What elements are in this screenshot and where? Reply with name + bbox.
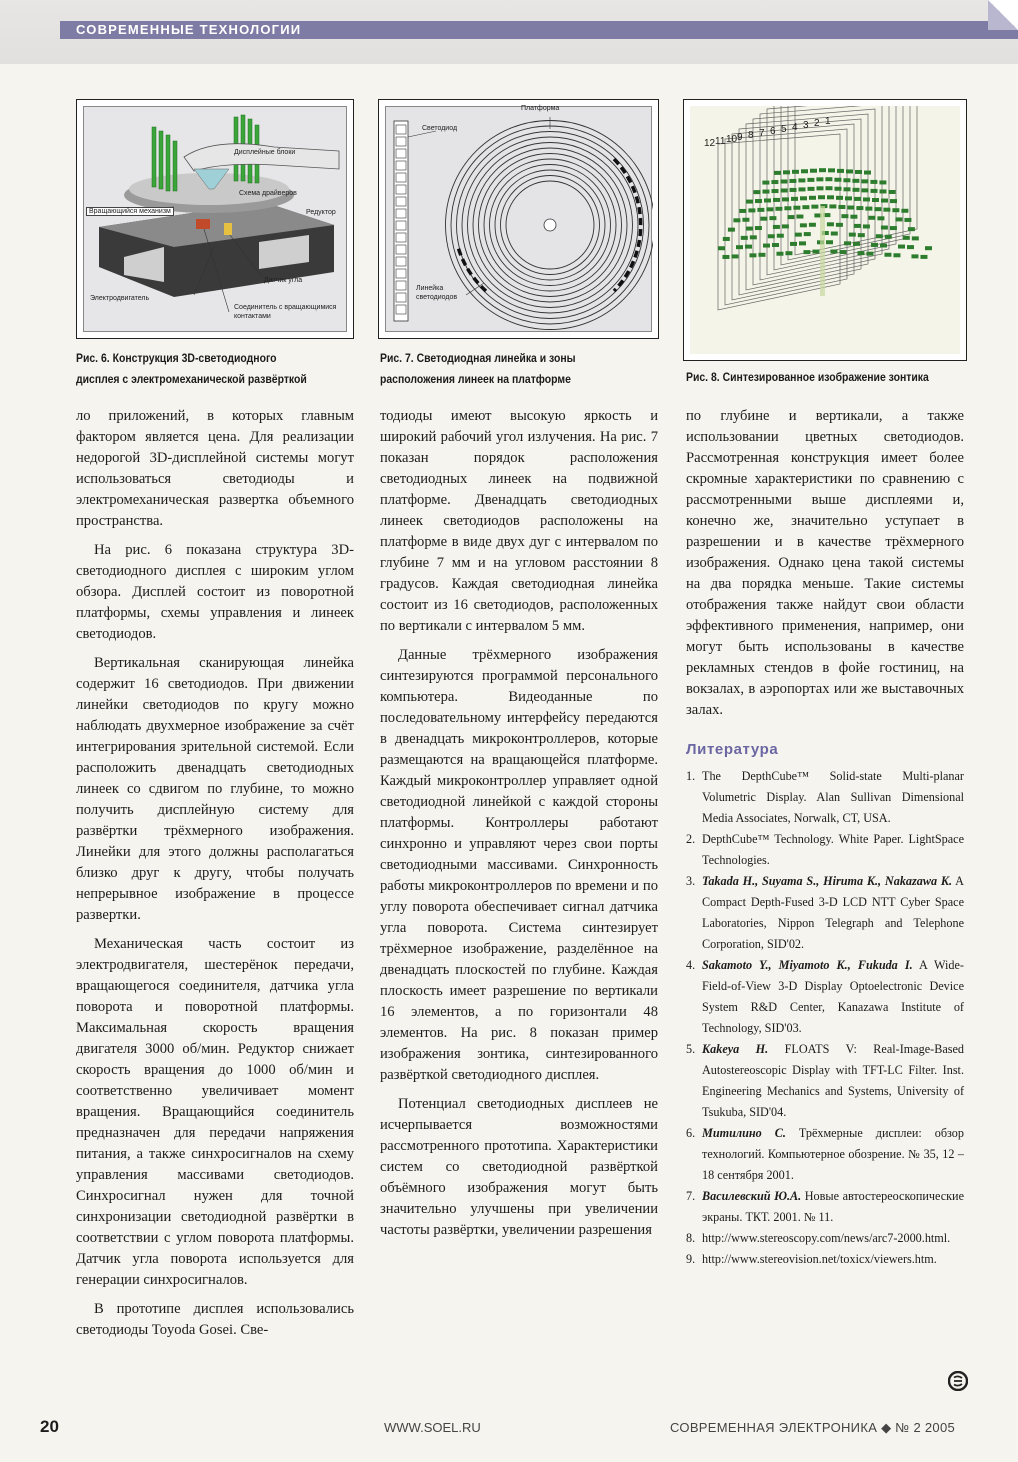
led-cell (396, 161, 406, 170)
reference-authors: Митилино С. (702, 1126, 786, 1140)
umbrella-led-dot (852, 179, 859, 183)
col1-paragraph-4: Механическая часть состоит из электродвигателя, шестерёнок передачи, вращающегося соединителя, датчика угла поворота и поворотной платформы. Максимальная скорость вращения двигателя 3000 об/мин. Редуктор снижает скорость вращения до 1000 об/мин и соответственно увеличивает момент вращения. Вращающийся соединитель предназначен для передачи напряжения питания, а также синхросигналов на схему управления массивами светодиодов. Синхросигнал нужен для точной синхронизации светодиодной развёртки в соответствии с углом поворота платформы. Датчик угла поворота используется для генерации синхросигналов. (76, 936, 354, 1288)
umbrella-led-dot (801, 169, 808, 173)
umbrella-led-dot (757, 208, 764, 212)
umbrella-led-dot (874, 207, 881, 211)
label-led-line-1: Линейка (416, 285, 444, 292)
umbrella-led-dot (854, 197, 861, 201)
page-number: 20 (40, 1417, 59, 1436)
reference-item (686, 1039, 964, 1123)
umbrella-led-dot (825, 177, 832, 181)
led-cell (396, 305, 406, 314)
label-reducer: Редуктор (306, 209, 336, 216)
umbrella-led-dot (838, 205, 845, 209)
plane-number: 3 (803, 120, 809, 131)
umbrella-led-dot (760, 217, 767, 221)
reference-item (686, 1249, 964, 1270)
umbrella-led-dot (855, 170, 862, 174)
col2-paragraph-1: тодиоды имеют высокую яркость и широкий рабочий угол излучения. На рис. 7 показан порядок расположения светодиодных линеек на подвижной платформе. Двенадцать светодиодных линеек светодиодов расположены на платформе в виде двух дуг с интервалом по глубине 7 мм и на угловом расстоянии 8 градусов. Каждая светодиодная линейка состоит из 16 светодиодов, расположенных по вертикали с интервалом 5 мм. (380, 408, 658, 634)
reference-number: 4. (686, 958, 696, 972)
section-band (60, 21, 1018, 39)
plane-number: 12 (704, 138, 716, 149)
umbrella-led-dot (754, 190, 761, 194)
label-led: Светодиод (422, 125, 458, 132)
umbrella-led-dot (908, 227, 915, 231)
col1-paragraph-3: Вертикальная сканирующая линейка содержит 16 светодиодов. При движении линейки светодиодов по кругу можно наблюдать двухмерное изображение за счёт интегрирования зрительной системой. Если расположить двенадцать светодиодных линеек со сдвигом по глубине, то можно получить дисплейную систему для развёртки трёхмерного изображения. Линейки для этого должны располагаться близко друг к другу, чтобы получать непрерывное изображение в процессе развертки. (76, 655, 354, 923)
umbrella-led-dot (812, 250, 819, 254)
reference-text: DepthCube™ Technology. White Paper. LightSpace Technologies. (702, 832, 964, 867)
umbrella-led-dot (817, 186, 824, 190)
led-cell (396, 257, 406, 266)
umbrella-led-dot (745, 245, 752, 249)
umbrella-led-dot (858, 233, 865, 237)
umbrella-led-dot (853, 188, 860, 192)
umbrella-led-dot (839, 250, 846, 254)
text-column-1 (76, 406, 354, 1349)
umbrella-led-dot (723, 237, 730, 241)
plane-number: 1 (825, 116, 831, 127)
umbrella-led-dot (789, 179, 796, 183)
led-cell (396, 137, 406, 146)
umbrella-led-dot (864, 171, 871, 175)
plane-number: 7 (759, 128, 765, 139)
umbrella-led-dot (827, 195, 834, 199)
plane-numbers (704, 114, 844, 154)
label-rotating-mechanism: Вращающийся механизм (86, 207, 174, 216)
led-cell (396, 173, 406, 182)
umbrella-led-dot (774, 171, 781, 175)
umbrella-led-dot (834, 178, 841, 182)
umbrella-led-dot (866, 252, 873, 256)
umbrella-led-dot (847, 206, 854, 210)
umbrella-led-dot (791, 197, 798, 201)
umbrella-led-dot (862, 188, 869, 192)
umbrella-led-dot (768, 234, 775, 238)
umbrella-led-dot (893, 253, 900, 257)
magazine-logo-icon (948, 1371, 968, 1391)
led-cell (396, 197, 406, 206)
plane-number: 6 (770, 126, 776, 137)
umbrella-led-dot (750, 235, 757, 239)
umbrella-led-dot (925, 246, 932, 250)
umbrella-led-dot (871, 189, 878, 193)
umbrella-led-dot (785, 251, 792, 255)
umbrella-led-dot (818, 195, 825, 199)
umbrella-led-dot (775, 207, 782, 211)
umbrella-led-dot (746, 200, 753, 204)
figure-7-caption-line2: расположения линеек на платформе (380, 373, 571, 386)
umbrella-led-dot (811, 205, 818, 209)
umbrella-led-dot (763, 190, 770, 194)
umbrella-led-dot (885, 235, 892, 239)
reference-text: Takada H., Suyama S., Hiruma K., Nakazawa K. A Compact Depth-Fused 3-D LCD NTT Cyber Space Laboratories, Nippon Telegraph and Telephone Corporation, SID'02. (702, 874, 964, 951)
figure-8-illustration (690, 106, 960, 354)
umbrella-led-dot (736, 245, 743, 249)
umbrella-led-dot (793, 206, 800, 210)
umbrella-led-dot (880, 189, 887, 193)
umbrella-led-dot (870, 180, 877, 184)
umbrella-led-dot (773, 225, 780, 229)
reference-authors: Takada H., Suyama S., Hiruma K., Nakazawa K. (702, 874, 953, 888)
umbrella-led-dot (849, 233, 856, 237)
label-motor: Электродвигатель (90, 295, 150, 302)
figure-6-caption (76, 348, 355, 390)
reference-authors: Kakeya H. (702, 1042, 769, 1056)
figure-7-caption (380, 348, 659, 390)
umbrella-led-dot (868, 216, 875, 220)
umbrella-led-dot (841, 214, 848, 218)
led-cell (396, 185, 406, 194)
reference-number: 6. (686, 1126, 696, 1140)
umbrella-led-dot (857, 251, 864, 255)
umbrella-led-dot (850, 215, 857, 219)
figure-7-caption-line1: Рис. 7. Светодиодная линейка и зоны (380, 352, 576, 365)
umbrella-led-dot (836, 223, 843, 227)
led-cell (396, 209, 406, 218)
umbrella-led-dot (837, 169, 844, 173)
umbrella-led-dot (746, 227, 753, 231)
reference-text: http://www.stereoscopy.com/news/arc7-2000.html. (702, 1231, 951, 1245)
umbrella-led-dot (903, 236, 910, 240)
umbrella-led-dot (803, 250, 810, 254)
umbrella-led-dot (798, 178, 805, 182)
umbrella-led-dot (843, 178, 850, 182)
footer-magazine: СОВРЕМЕННАЯ ЭЛЕКТРОНИКА ◆ № 2 2005 (670, 1420, 956, 1435)
reference-number: 8. (686, 1231, 696, 1245)
col1-paragraph-1: ло приложений, в которых главным фактором является цена. Для реализации недорогой 3D-дисплейной системы могут использоваться светодиоды и электромеханическая развертка объемного пространства. (76, 408, 354, 529)
umbrella-led-dot (826, 240, 833, 244)
umbrella-led-dot (904, 218, 911, 222)
umbrella-led-dot (755, 226, 762, 230)
figure-8-caption (686, 367, 974, 388)
umbrella-led-dot (872, 198, 879, 202)
reference-item (686, 1186, 964, 1228)
umbrella-led-dot (807, 178, 814, 182)
footer-site: WWW.SOEL.RU (384, 1420, 481, 1435)
col3-paragraph-1: по глубине и вертикали, а также использовании цветных светодиодов. Рассмотренная конструкция имеет более скромные характеристики по сравнению с рассмотренными выше дисплеями и, конечно же, значительно уступает в разрешении и в качестве трёхмерного изображения. Однако цена такой системы на два порядка меньше. Такие системы отображения также найдут свои области эффективного применения, например, они могут быть использованы в качестве рекламных стендов в фойе гостиниц, на вокзалах, в аэропортах или же выставочных залах. (686, 408, 964, 718)
reference-text: Василевский Ю.А. Новые автостереоскопические экраны. ТКТ. 2001. № 11. (702, 1189, 964, 1224)
plane-number: 4 (792, 122, 798, 133)
reference-authors: Sakamoto Y., Miyamoto K., Fukuda I. (702, 958, 913, 972)
plane-number: 10 (726, 134, 738, 145)
umbrella-led-dot (911, 254, 918, 258)
page-corner (988, 0, 1018, 30)
text-column-3 (686, 406, 964, 1270)
figure-6 (76, 99, 354, 339)
umbrella-led-dot (846, 169, 853, 173)
umbrella-led-dot (764, 198, 771, 202)
umbrella-led-dot (739, 209, 746, 213)
led-cell (396, 125, 406, 134)
umbrella-led-dot (796, 215, 803, 219)
umbrella-led-dot (799, 187, 806, 191)
label-connector-line1: Соединитель с вращающимися (234, 304, 337, 311)
umbrella-led-dot (895, 217, 902, 221)
umbrella-led-dot (810, 169, 817, 173)
reference-text: Kakeya H. FLOATS V: Real-Image-Based Autostereoscopic Display with TFT-LC Filter. Inst. Engineering Mechanics and Systems, University of Tsukuba, SID'04. (702, 1042, 964, 1119)
reference-text: The DepthCube™ Solid-state Multi-planar Volumetric Display. Alan Sullivan Dimensional Media Associates, Norwalk, CT, USA. (702, 769, 964, 825)
umbrella-led-dot (827, 222, 834, 226)
umbrella-led-dot (802, 205, 809, 209)
umbrella-led-dot (863, 197, 870, 201)
plane-number: 9 (737, 132, 743, 143)
led-cell (396, 281, 406, 290)
umbrella-led-dot (766, 207, 773, 211)
plane-number: 5 (781, 124, 787, 135)
led-cell (396, 149, 406, 158)
umbrella-led-dot (889, 190, 896, 194)
umbrella-led-dot (809, 196, 816, 200)
umbrella-led-dot (865, 207, 872, 211)
umbrella-led-dot (781, 188, 788, 192)
umbrella-led-dot (892, 208, 899, 212)
umbrella-led-dot (784, 206, 791, 210)
umbrella-led-dot (722, 255, 729, 259)
umbrella-led-dot (912, 236, 919, 240)
umbrella-led-dot (881, 226, 888, 230)
umbrella-led-dot (773, 198, 780, 202)
umbrella-led-dot (758, 253, 765, 257)
umbrella-led-dot (772, 243, 779, 247)
umbrella-led-dot (844, 187, 851, 191)
umbrella-led-dot (863, 224, 870, 228)
col1-paragraph-5: В прототипе дисплея использовались светодиоды Toyoda Gosei. Све- (76, 1301, 354, 1338)
umbrella-led-dot (898, 245, 905, 249)
umbrella-led-dot (844, 241, 851, 245)
umbrella-led-dot (783, 170, 790, 174)
label-platform: Платформа (521, 105, 560, 112)
umbrella-led-dot (884, 253, 891, 257)
umbrella-led-dot (772, 189, 779, 193)
umbrella-led-dot (741, 236, 748, 240)
figure-8-caption-text: Рис. 8. Синтезированное изображение зонтика (686, 371, 929, 384)
literature-title: Литература (686, 741, 779, 758)
label-connector-line2: контактами (234, 313, 271, 320)
umbrella-led-dot (819, 168, 826, 172)
reference-authors: Василевский Ю.А. (702, 1189, 802, 1203)
umbrella-led-dot (799, 241, 806, 245)
umbrella-led-dot (901, 209, 908, 213)
plane-number: 2 (814, 118, 820, 129)
umbrella-led-dot (856, 206, 863, 210)
figure-7 (378, 99, 659, 339)
umbrella-led-dot (769, 216, 776, 220)
umbrella-led-dot (755, 199, 762, 203)
umbrella-led-dot (742, 218, 749, 222)
umbrella-led-dot (792, 170, 799, 174)
label-angle-sensor: Датчик угла (264, 277, 303, 284)
umbrella-led-dot (920, 255, 927, 259)
reference-number: 3. (686, 874, 696, 888)
label-led-line-2: светодиодов (416, 294, 458, 301)
umbrella-led-dot (816, 177, 823, 181)
umbrella-led-dot (790, 242, 797, 246)
led-cell (396, 269, 406, 278)
figure-6-caption-line2: дисплея с электромеханической развёрткой (76, 373, 307, 386)
references-list (686, 766, 964, 1270)
umbrella-led-dot (771, 180, 778, 184)
umbrella-led-dot (883, 208, 890, 212)
umbrella-led-dot (776, 252, 783, 256)
umbrella-led-dot (826, 186, 833, 190)
figure-7-illustration (385, 106, 652, 332)
umbrella-led-dot (800, 196, 807, 200)
reference-item (686, 1228, 964, 1249)
page-header (0, 0, 1018, 64)
umbrella-led-dot (804, 232, 811, 236)
reference-number: 2. (686, 832, 696, 846)
led-cell (396, 245, 406, 254)
umbrella-led-dot (871, 243, 878, 247)
umbrella-led-dot (787, 215, 794, 219)
reference-text: Митилино С. Трёхмерные дисплеи: обзор технологий. Компьютерное обозрение. № 35, 12 – 18 сентября 2001. (702, 1126, 964, 1182)
umbrella-led-dot (790, 188, 797, 192)
led-cell (396, 233, 406, 242)
reference-item (686, 829, 964, 871)
umbrella-led-dot (782, 197, 789, 201)
reference-item (686, 766, 964, 829)
umbrella-led-dot (830, 250, 837, 254)
umbrella-led-dot (835, 187, 842, 191)
umbrella-led-dot (777, 234, 784, 238)
col2-paragraph-2: Данные трёхмерного изображения синтезируются программой персонального компьютера. Видеоданные по последовательному интерфейсу передаются в двенадцать микроконтроллеров, которые размещаются на вращающейся платформе. Каждый микроконтроллер управляет одной светодиодной линейкой с каждой стороны платформы. Контроллеры работают синхронно и управляют через свои порты светодиодными массивами. Синхронность работы микроконтроллеров по времени и по углу поворота обеспечивает сигнал датчика угла поворота. Система синтезирует трёхмерное изображение, разделённое на двенадцать плоскостей по глубине. Каждая плоскость имеет разрешение по вертикали 16 элементов, а по горизонтали 48 элементов. На рис. 8 показан пример изображения зонтика, синтезированного развёрткой светодиодного дисплея. (380, 647, 658, 1083)
umbrella-led-dot (749, 253, 756, 257)
umbrella-led-dot (795, 233, 802, 237)
reference-item (686, 955, 964, 1039)
figure-6-caption-line1: Рис. 6. Конструкция 3D-светодиодного (76, 352, 277, 365)
umbrella-led-dot (800, 223, 807, 227)
umbrella-led-dot (877, 216, 884, 220)
umbrella-led-dot (879, 180, 886, 184)
umbrella-led-dot (880, 243, 887, 247)
label-display-blocks: Дисплейные блоки (234, 149, 296, 156)
section-title: СОВРЕМЕННЫЕ ТЕХНОЛОГИИ (76, 22, 302, 37)
umbrella-led-dot (748, 208, 755, 212)
text-column-2 (380, 406, 658, 1249)
umbrella-led-dot (718, 246, 725, 250)
umbrella-led-dot (809, 223, 816, 227)
umbrella-led-dot (836, 196, 843, 200)
umbrella-led-dot (829, 204, 836, 208)
label-driver-circuit: Схема драйверов (239, 190, 297, 197)
figure-6-illustration (83, 106, 347, 332)
umbrella-led-dot (861, 179, 868, 183)
umbrella-led-dot (762, 181, 769, 185)
reference-item (686, 1123, 964, 1186)
col1-paragraph-2: На рис. 6 показана структура 3D-светодиодного дисплея с широким углом обзора. Дисплей состоит из поворотной платформы, схемы управления и линеек светодиодов. (76, 542, 354, 642)
reference-text: http://www.stereovision.net/toxicx/viewers.htm. (702, 1252, 937, 1266)
umbrella-led-dot (907, 245, 914, 249)
reference-number: 1. (686, 769, 696, 783)
umbrella-led-dot (782, 224, 789, 228)
umbrella-led-dot (890, 226, 897, 230)
umbrella-led-dot (733, 218, 740, 222)
umbrella-led-dot (881, 199, 888, 203)
reference-number: 7. (686, 1189, 696, 1203)
reference-number: 9. (686, 1252, 696, 1266)
plane-number: 11 (715, 136, 726, 147)
led-cell (396, 293, 406, 302)
led-cell (396, 221, 406, 230)
umbrella-led-dot (890, 199, 897, 203)
reference-number: 5. (686, 1042, 696, 1056)
umbrella-led-dot (728, 228, 735, 232)
plane-number: 8 (748, 130, 754, 141)
umbrella-led-dot (828, 168, 835, 172)
umbrella-led-dot (876, 234, 883, 238)
umbrella-led-dot (808, 187, 815, 191)
col2-paragraph-3: Потенциал светодиодных дисплеев не исчерпывается возможностями рассмотренного прототипа. Характеристики систем со светодиодной развёрткой объёмного изображения могут быть значительно улучшены при увеличении частоты развёртки, увеличении разрешения (380, 1096, 658, 1238)
umbrella-led-dot (845, 196, 852, 200)
reference-text: Sakamoto Y., Miyamoto K., Fukuda I. A Wide-Field-of-View 3-D Display Optoelectronic Device System R&D Center, Kanazawa Institute of Technology, SID'03. (702, 958, 964, 1035)
umbrella-led-dot (831, 232, 838, 236)
umbrella-led-dot (763, 244, 770, 248)
umbrella-led-dot (780, 179, 787, 183)
reference-item (686, 871, 964, 955)
umbrella-led-dot (854, 224, 861, 228)
umbrella-led-dot (853, 242, 860, 246)
figure-8 (683, 99, 967, 361)
umbrella-led-dot (731, 254, 738, 258)
